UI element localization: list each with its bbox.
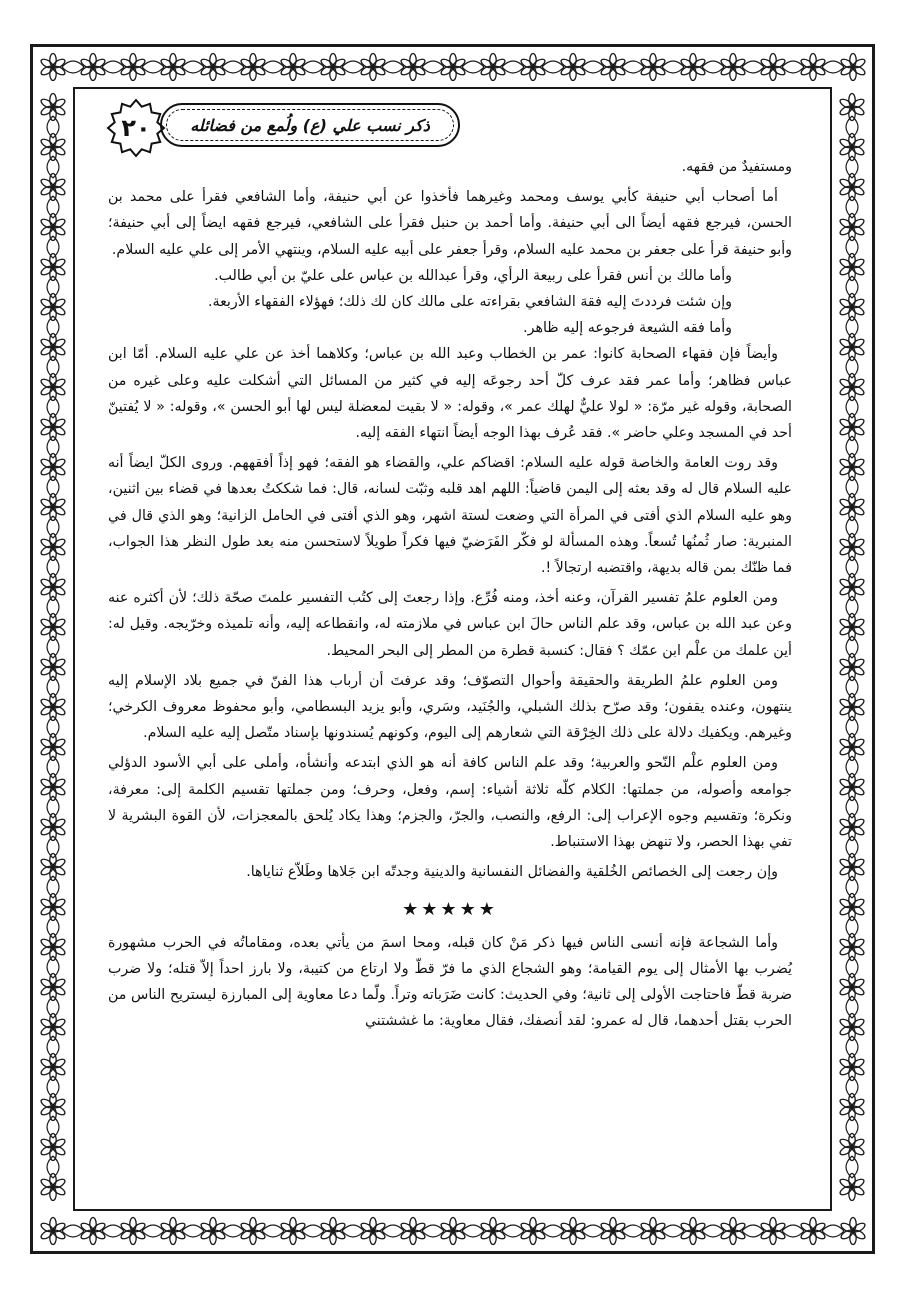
paragraph: وأما فقه الشيعة فرجوعه إليه ظاهر.	[523, 320, 732, 337]
ornament-band-right	[832, 47, 872, 1251]
page-number-badge	[106, 98, 166, 158]
page-number: ٢٠	[121, 114, 151, 142]
chapter-title: ذكر نسب علي (ع) ولُمع من فضائله	[160, 103, 460, 147]
ornament-band-top	[33, 47, 872, 87]
paragraph: وأما مالك بن أنس فقرأ على ربيعة الرأي، وقرأ عبدالله بن عباس على عليّ بن أبي طالب.	[214, 267, 732, 284]
paragraph: وإن شئت فرددتَ إليه فقهَ الشافعي بقراءته على مالك كان لك ذلك؛ فهؤلاء الفقهاء الأربعة.	[207, 294, 732, 311]
paragraph: ومستفيدٌ من فقهه.	[681, 159, 792, 175]
paragraph: وأيضاً فإن فقهاء الصحابة كانوا: عمر بن الخطاب وعبد الله بن عباس؛ وكلاهما أخذ عن علي عليه السلام. أمّا ابن عباس فظاهر؛ وأما عمر فقد عرف كلّ أحد رجوعَه إليه في كثير من المسائل التي أشكلت عليه وعلى غيره من الصحابة، وقوله غير مرّة: « لولا عليٌّ لهلك عمر »، وقوله: « لا بقيت لمعضلة ليس لها أبو الحسن »، وقوله: « لا يُفتينّ أحد في المسجد وعلي حاضر ». فقد عُرف بهذا الوجه أيضاً انتهاء الفقه إليه.	[108, 346, 792, 442]
paragraph: ومن العلوم علمُ الطريقة والحقيقة وأحوال التصوّف؛ وقد عرفتَ أن أرباب هذا الفنّ في جميع بلاد الإسلام إليه ينتهون، وعنده يقفون؛ وقد صرّح بذلك الشبلي، والجُنَيد، وسَري، وأبو يزيد البسطامي، وأبو محفوظ معروف الكرخي؛ وغيرهم. ويكفيك دلالة على ذلك الخِرْقة التي شعارهم إلى اليوم، وكونهم يُسندونها بإسناد متّصل إليه عليه السلام.	[108, 672, 792, 742]
ornament-band-left	[33, 47, 73, 1251]
paragraph: أما أصحاب أبي حنيفة كأبي يوسف ومحمد وغيرهما فأخذوا عن أبي حنيفة، وأما الشافعي فقرأ على محمد بن الحسن، فيرجع فقهه أيضاً الى أبي حنيفة. وأما أحمد بن حنبل فقرأ على الشافعي، فيرجع فقهه ايضاً إلى أبي حنيفة؛ وأبو حنيفة قرأ على جعفر بن محمد عليه السلام، وقرأ جعفر على أبيه عليه السلام، وينتهي الأمر إلى علي عليه السلام.	[108, 189, 792, 258]
body-text	[108, 154, 792, 1035]
paragraph: وإن رجعت إلى الخصائص الخُلقية والفضائل النفسانية والدينية وجدتّه ابن جَلاها وطَلاّع ثناياها.	[246, 864, 778, 881]
ornament-band-bottom	[33, 1211, 872, 1251]
paragraph: ومن العلوم علْم النّحو والعربية؛ وقد علم الناس كافة أنه هو الذي ابتدعه وأنشأه، وأملى على أبي الأسود الدؤلي جوامعه وأصوله، من جملتها: الكلام كلّه ثلاثة أشياء: إسم، وفعل، وحرف؛ ومن جملتها تقسيم الكلمة إلى: معرفة، ونكرة؛ وتقسيم وجوه الإعراب إلى: الرفع، والنصب، والجرّ، والجزم؛ وهذا يكاد يُلحق بالمعجزات، لأن القوة البشرية لا تفي بهذا الحصر، ولا تنهض بهذا الاستنباط.	[108, 755, 792, 851]
section-separator: ★★★★★	[402, 899, 498, 921]
paragraph: وقد روت العامة والخاصة قوله عليه السلام: اقضاكم علي، والقضاء هو الفقه؛ فهو إذاً أفقههم. وروى الكلّ ايضاً أنه عليه السلام قال له وقد بعثه إلى اليمن قاضياً: اللهم اهد قلبه وثبّت لسانه، قال: فما شككتُ بعدها في قضاء بين اثنين، وهو عليه السلام الذي أفتى في المرأة التي وضعت لستة اشهر، وهو الذي أفتى في الحامل الزانية؛ وهو الذي قال في المنبرية: صار ثُمنُها تُسعاً. وهذه المسألة لو فكّر الفَرَضيّ فيها فكراً طويلاً لاستحسن منه بعد طول النظر هذا الجواب، فما ظنّك بمن قاله بديهة، واقتضبه ارتجالاً !.	[108, 455, 792, 577]
paragraph: وأما الشجاعة فإنه أنسى الناس فيها ذكر مَنْ كان قبله، ومحا اسمَ من يأتي بعده، ومقاماتُه في الحرب مشهورة يُضرب بها الأمثال إلى يوم القيامة؛ وهو الشجاع الذي ما فرّ قطّ ولا ارتاع من كتيبة، ولا بارز احداً إلاّ قتله؛ ولا ضرب ضربة قطّ فاحتاجت الأولى إلى ثانية؛ وفي الحديث: كانت ضَرَباته وتراً. ولّما دعا معاوية إلى المبارزة ليستريح الناس من الحرب بقتل أحدهما، قال له عمرو: لقد أنصفك، فقال معاوية: ما غششتني	[108, 934, 792, 1030]
paragraph: ومن العلوم علمُ تفسير القرآن، وعنه أخذ، ومنه فُرِّع. وإذا رجعتَ إلى كتُب التفسير علمتَ صحّة ذلك؛ لأن أكثره عنه وعن عبد الله بن عباس، وقد علم الناس حالَ ابن عباس في ملازمته له، وانقطاعه إليه، وأنه تلميذه وخرّيجه. وقيل له: أين علمك من علْم ابن عمّك ؟ فقال: كنسبة قطرة من المطر إلى البحر المحيط.	[108, 590, 792, 659]
